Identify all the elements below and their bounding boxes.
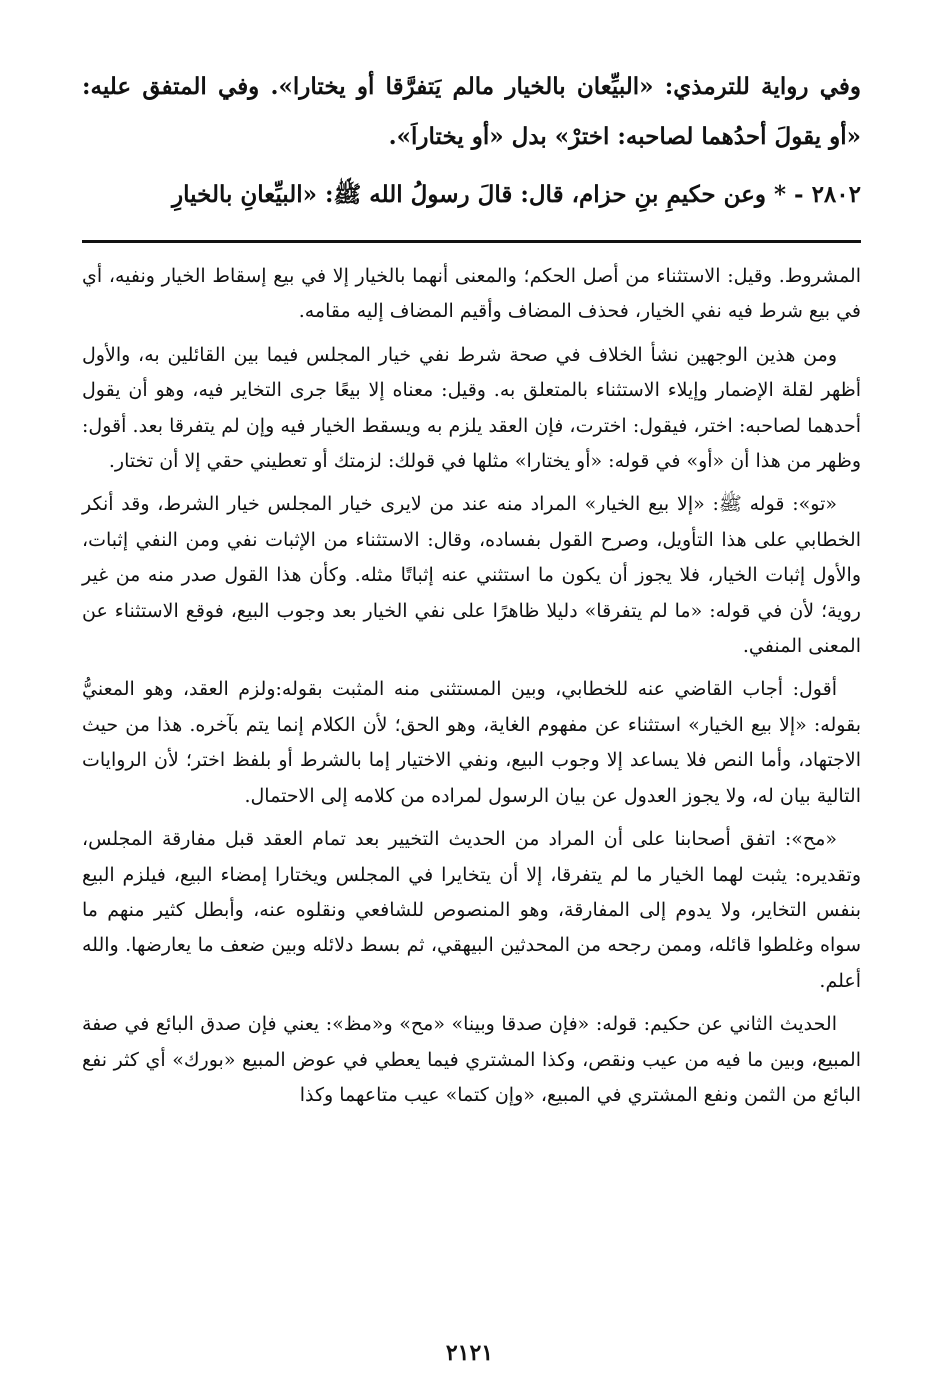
hadith-text-block xyxy=(82,62,861,220)
commentary-block xyxy=(82,259,861,1113)
commentary-paragraph: «تو»: قوله ﷺ: «إلا بيع الخيار» المراد منه عند من لايرى خيار المجلس خيار الشرط، وقد أنكر الخطابي على هذا التأويل، وصرح القول بفساده، وقال: الاستثناء من الإثبات نفي ومن النفي إثبات، والأول إثبات الخيار، فلا يجوز أن يكون ما استثني عنه إثباتًا مثله. وكأن هذا القول صدر منه من غير روية؛ لأن في قوله: «ما لم يتفرقا» دليلا ظاهرًا على نفي الخيار بعد وجوب البيع، فوقع الاستثناء عن المعنى المنفي. xyxy=(82,493,861,658)
commentary-paragraph: الحديث الثاني عن حكيم: قوله: «فإن صدقا وبينا» «مح» و«مظ»: يعني فإن صدق البائع في صفة المبيع، وبين ما فيه من عيب ونقص، وكذا المشتري فيما يعطي في عوض المبيع «بورك» أي كثر نفع البائع من الثمن ونفع المشتري في المبيع، «وإن كتما» عيب متاعهما وكذا xyxy=(82,1013,861,1106)
commentary-paragraph: «مح»: اتفق أصحابنا على أن المراد من الحديث التخيير بعد تمام العقد قبل مفارقة المجلس، وتقديره: يثبت لهما الخيار ما لم يتفرقا، إلا أن يتخايرا في المجلس ويختارا إمضاء البيع، فيلزم البيع بنفس التخاير، ولا يدوم إلى المفارقة، وهو المنصوص للشافعي ونقلوه عنه، وأبطل كثير منهم ما سواه وغلطوا قائله، وممن رجحه من المحدثين البيهقي، ثم بسط دلائله وبين ضعف ما يعارضها. والله أعلم. xyxy=(82,828,861,992)
commentary-paragraph: المشروط. وقيل: الاستثناء من أصل الحكم؛ والمعنى أنهما بالخيار إلا في بيع إسقاط الخيار ونفيه، أي في بيع شرط فيه نفي الخيار، فحذف المضاف وأقيم المضاف إليه مقامه. xyxy=(82,265,861,323)
commentary-paragraph: ومن هذين الوجهين نشأ الخلاف في صحة شرط نفي خيار المجلس فيما بين القائلين به، والأول أظهر لقلة الإضمار وإيلاء الاستثناء بالمتعلق به. وقيل: معناه إلا بيعًا جرى التخاير فيه، وهو أن يقول أحدهما لصاحبه: اختر، فيقول: اخترت، فإن العقد يلزم به ويسقط الخيار فيه وإن لم يتفرقا بعد. أقول: وظهر من هذا أن «أو» في قوله: «أو يختارا» مثلها في قولك: لزمتك أو تعطيني حقي إلا أن تختار. xyxy=(82,343,861,473)
hadith-paragraph: وفي رواية للترمذي: «البيِّعان بالخيار مالم يَتفرَّقا أو يختارا». وفي المتفق عليه: «أو يقولَ أحدُهما لصاحبه: اخترْ» بدل «أو يختاراَ». xyxy=(82,73,861,150)
separator-line xyxy=(82,240,861,243)
page-number: ٢١٢١ xyxy=(445,1340,494,1366)
commentary-paragraph: أقول: أجاب القاضي عنه للخطابي، وبين المستثنى منه المثبت بقوله:ولزم العقد، وهو المعنيُّ بقوله: «إلا بيع الخيار» استثناء عن مفهوم الغاية، وهو الحق؛ لأن الكلام إنما يتم بآخره. هذا من حيث الاجتهاد، وأما النص فلا يساعد إلا وجوب البيع، ونفي الاختيار إما بالشرط أو بلفظ اختر؛ لأن الروايات التالية بيان له، ولا يجوز العدول عن بيان الرسول لمراده من كلامه إلى الاحتمال. xyxy=(82,678,861,807)
hadith-number-line: ٢٨٠٢ - * وعن حكيمِ بنِ حزام، قال: قالَ رسولُ الله ﷺ: «البيِّعانِ بالخيارِ xyxy=(172,181,861,208)
